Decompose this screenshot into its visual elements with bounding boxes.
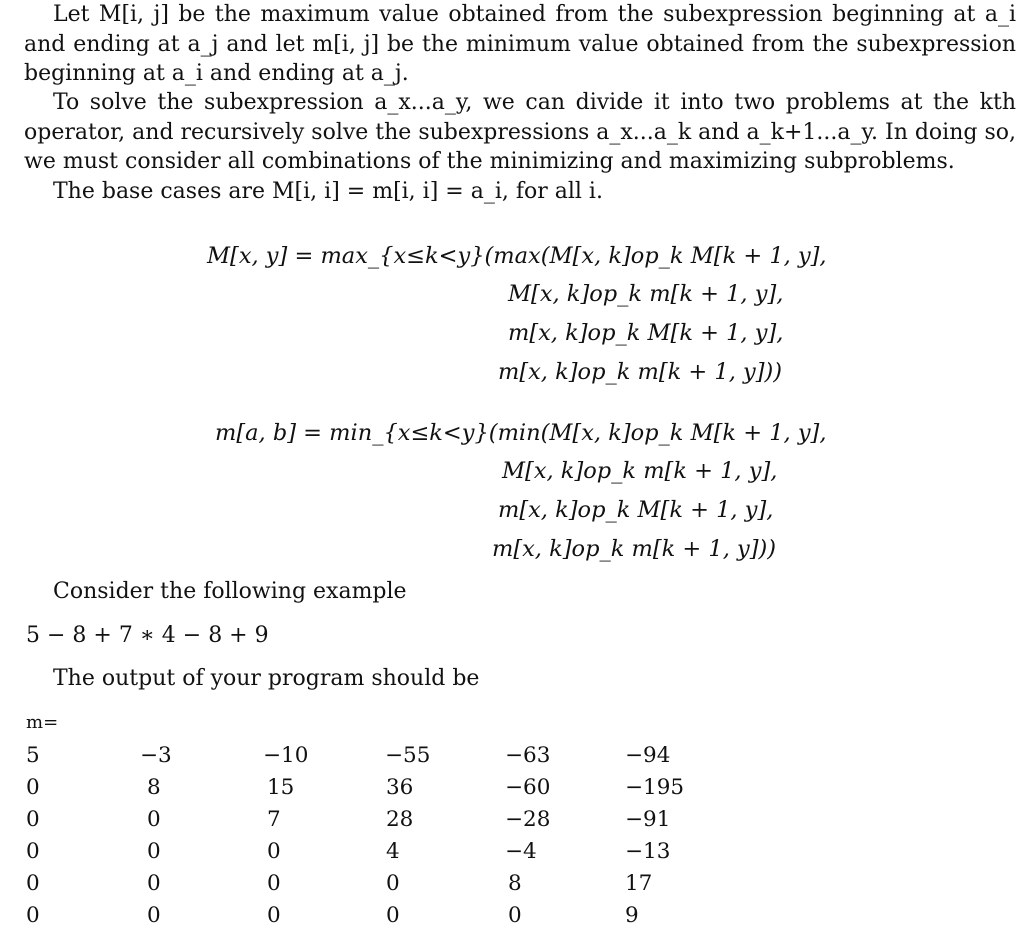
- example-label: Consider the following example: [53, 579, 407, 604]
- matrix-cell: 0: [386, 871, 400, 896]
- matrix-cell: 0: [267, 903, 281, 928]
- matrix-cell: 0: [147, 903, 161, 928]
- matrix-cell: −13: [625, 839, 671, 864]
- paragraph-base-cases: [24, 177, 1016, 207]
- paragraph-definitions: [24, 0, 1016, 89]
- matrix-cell: 8: [147, 775, 161, 800]
- matrix-cell: 36: [386, 775, 414, 800]
- matrix-cell: 8: [508, 871, 522, 896]
- eq-min-line-3: m[x, k]op_k M[k + 1, y],: [498, 497, 774, 523]
- definitions-text: Let M[i, j] be the maximum value obtained from the subexpression beginning at a_i and ending at a_j and let m[i, j] be the minimum value obtained from the subexpression beginning at a_i and ending at a_j.: [24, 2, 1016, 86]
- matrix-cell: 0: [147, 807, 161, 832]
- matrix-cell: 5: [26, 743, 40, 768]
- matrix-cell: 0: [147, 839, 161, 864]
- matrix-cell: −55: [385, 743, 431, 768]
- matrix-cell: −28: [505, 807, 551, 832]
- matrix-cell: 0: [267, 871, 281, 896]
- matrix-cell: 7: [267, 807, 281, 832]
- recursion-text: To solve the subexpression a_x...a_y, we can divide it into two problems at the kth operator, and recursively solve the subexpressions a_x...a_k and a_k+1...a_y. In doing so, we must consider all combinations of the minimizing and maximizing subproblems.: [24, 90, 1016, 174]
- matrix-cell: 15: [267, 775, 295, 800]
- matrix-cell: 0: [267, 839, 281, 864]
- eq-min-line-2: M[x, k]op_k m[k + 1, y],: [502, 458, 778, 484]
- matrix-cell: 0: [508, 903, 522, 928]
- matrix-label: m=: [26, 712, 59, 733]
- matrix-cell: 4: [386, 839, 400, 864]
- eq-max-line-2: M[x, k]op_k m[k + 1, y],: [508, 281, 784, 307]
- matrix-cell: −60: [505, 775, 551, 800]
- matrix-cell: −63: [505, 743, 551, 768]
- matrix-cell: −4: [505, 839, 537, 864]
- matrix-cell: −3: [140, 743, 172, 768]
- matrix-cell: 0: [26, 839, 40, 864]
- eq-max-line-1: M[x, y] = max_{x≤k<y}(max(M[x, k]op_k M[k + 1, y],: [207, 243, 827, 269]
- eq-max-line-4: m[x, k]op_k m[k + 1, y])): [498, 359, 783, 385]
- eq-min-line-4: m[x, k]op_k m[k + 1, y])): [492, 536, 777, 562]
- matrix-cell: 0: [147, 871, 161, 896]
- matrix-cell: 28: [386, 807, 414, 832]
- eq-min-line-1: m[a, b] = min_{x≤k<y}(min(M[x, k]op_k M[k + 1, y],: [215, 420, 827, 446]
- matrix-cell: −10: [263, 743, 309, 768]
- output-label: The output of your program should be: [53, 666, 480, 691]
- matrix-cell: 0: [26, 871, 40, 896]
- matrix-cell: −94: [625, 743, 671, 768]
- base-cases-text: The base cases are M[i, i] = m[i, i] = a_i, for all i.: [53, 179, 603, 204]
- paragraph-recursion: [24, 88, 1016, 177]
- matrix-cell: 0: [26, 775, 40, 800]
- example-expression: 5 − 8 + 7 ∗ 4 − 8 + 9: [26, 623, 269, 648]
- eq-max-line-3: m[x, k]op_k M[k + 1, y],: [508, 320, 784, 346]
- matrix-cell: 0: [26, 807, 40, 832]
- matrix-cell: −195: [625, 775, 685, 800]
- matrix-cell: 0: [26, 903, 40, 928]
- matrix-cell: 0: [386, 903, 400, 928]
- matrix-cell: 17: [625, 871, 653, 896]
- matrix-cell: 9: [625, 903, 639, 928]
- matrix-cell: −91: [625, 807, 671, 832]
